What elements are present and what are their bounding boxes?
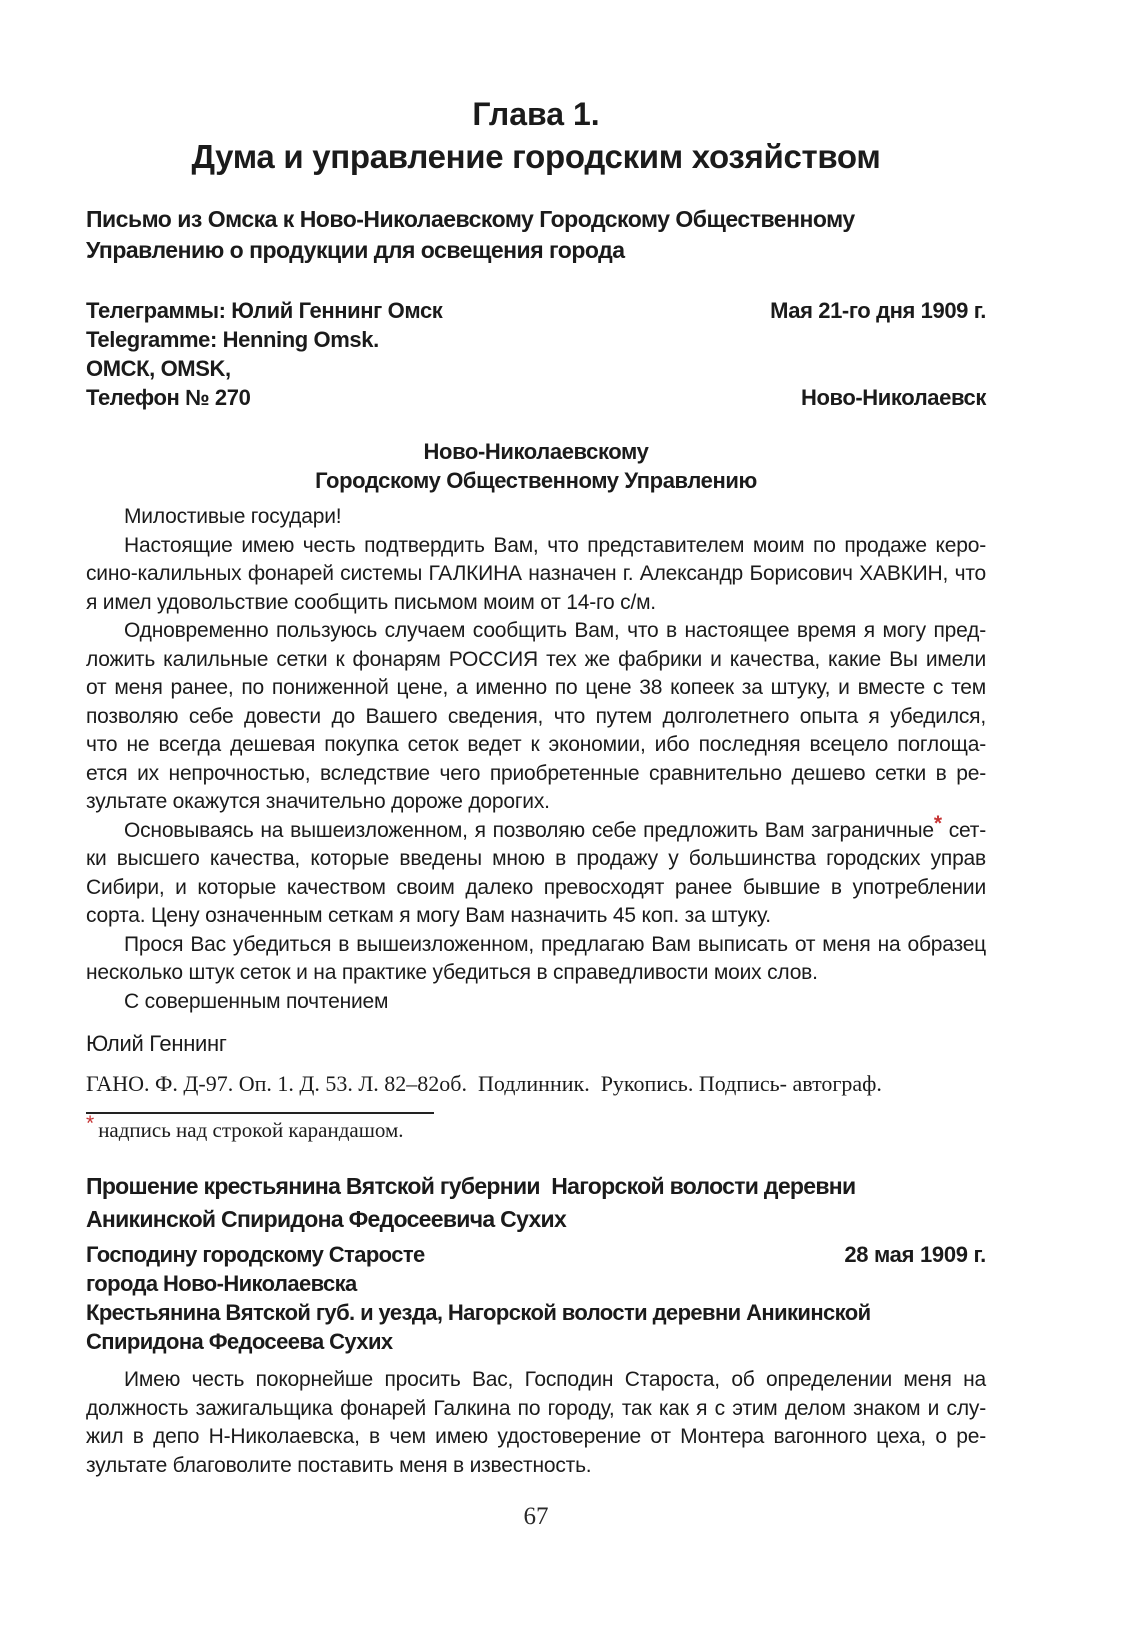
text-line: сорта. Цену означенным сеткам я могу Вам назначить 45 коп. за штуку.: [86, 904, 771, 927]
text-line: Аникинской Спиридона Федосеевича Сухих: [86, 1206, 567, 1232]
body-paragraph: [86, 503, 986, 532]
text-line: Телефон № 270: [86, 385, 251, 410]
doc2-body-text: [86, 1366, 986, 1480]
doc1-heading: [86, 204, 986, 266]
letter-place: Ново-Николаевск: [800, 385, 986, 410]
text-line: Telegramme: Henning Omsk.: [86, 327, 379, 352]
text-line: Городскому Общественному Управлению: [315, 467, 757, 493]
letterhead-right: [770, 296, 986, 412]
text-line: Телеграммы: Юлий Геннинг Омск: [86, 298, 443, 323]
footnote-marker-icon: *: [933, 811, 942, 835]
footnote-text: надпись над строкой карандашом.: [98, 1118, 404, 1142]
text-line: Крестьянина Вятской губ. и уезда, Нагорской волости деревни Аникинской: [86, 1300, 871, 1325]
doc2-addressee-row: [86, 1240, 986, 1269]
text-line: зультате благоволите поставить меня в известность.: [86, 1453, 592, 1477]
body-paragraph: [86, 617, 986, 817]
text-line: Спиридона Федосеева Сухих: [86, 1329, 393, 1354]
text-line: ки высшего качества, которые введены мною в продажу у большинства городских управ: [86, 847, 986, 870]
body-paragraph: [86, 988, 986, 1017]
body-paragraph: [86, 1366, 986, 1480]
letter-date: Мая 21-го дня 1909 г.: [770, 298, 986, 323]
text-line: Прошение крестьянина Вятской губернии Нагорской волости деревни: [86, 1173, 856, 1199]
text-line: должность зажигальщика фонарей Галкина по городу, так как я с этим делом знаком и слу-: [86, 1396, 986, 1420]
addressee-block: [86, 438, 986, 495]
text-line: Ново-Николаевскому: [423, 439, 649, 464]
doc1-body-text: [86, 503, 986, 1016]
text-line: Одновременно пользуюсь случаем сообщить Вам, что в настоящее время я могу пред-: [124, 619, 986, 642]
chapter-title: Дума и управление городским хозяйством: [191, 138, 881, 175]
page-number: 67: [523, 1503, 549, 1530]
text-line: Имею честь покорнейше просить Вас, Господин Староста, об определении меня на: [124, 1368, 986, 1391]
text-line: ется их непрочностью, вследствие чего приобретенные сравнительно дешево сетки в ре-: [86, 761, 986, 785]
doc2-addressee-first-line: Господину городскому Старосте: [86, 1242, 425, 1267]
footnote: [86, 1111, 986, 1144]
text-line: несколько штук сеток и на практике убедиться в справедливости моих слов.: [86, 961, 818, 984]
doc2-date: 28 мая 1909 г.: [844, 1242, 986, 1267]
text-line: Письмо из Омска к Ново-Николаевскому Городскому Общественному: [86, 206, 855, 232]
text-line: С совершенным почтением: [124, 989, 389, 1013]
text-line: зультате окажутся значительно дороже дорогих.: [86, 790, 550, 813]
archive-reference: ГАНО. Ф. Д-97. Оп. 1. Д. 53. Л. 82–82об. Подлинник. Рукопись. Подпись- автограф.: [86, 1071, 882, 1096]
text-line: сино-калильных фонарей системы ГАЛКИНА назначен г. Александр Борисович ХАВКИН, что: [86, 562, 986, 585]
text-line: я имел удовольствие сообщить письмом моим от 14-го с/м.: [86, 590, 656, 614]
text-line: Основываясь на вышеизложенном, я позволяю себе предложить Вам заграничные* сет-: [124, 811, 986, 842]
letterhead-left: [86, 296, 442, 412]
chapter-heading: [86, 94, 986, 180]
text-line: позволяю себе довести до Вашего сведения, что путем долголетнего опыта я убедился,: [86, 704, 986, 728]
text-line: Милостивые государи!: [124, 505, 342, 528]
text-line: от меня ранее, по пониженной цене, а именно по цене 38 копеек за штуку, и вместе с тем: [86, 676, 986, 699]
text-line: ОМСК, OMSK,: [86, 356, 231, 381]
text-line: жил в депо Н-Николаевска, в чем имею удостоверение от Монтера вагонного цеха, о ре-: [86, 1425, 986, 1448]
text-line: Настоящие имею честь подтвердить Вам, что представителем моим по продаже керо-: [124, 533, 986, 557]
text-line: города Ново-Николаевска: [86, 1271, 357, 1296]
footnote-marker-icon: *: [86, 1111, 95, 1135]
doc2-addressee-rest: [86, 1269, 986, 1356]
chapter-number: Глава 1.: [472, 96, 600, 132]
text-line: Прося Вас убедиться в вышеизложенном, предлагаю Вам выписать от меня на образец: [124, 932, 986, 956]
doc2-heading: [86, 1170, 986, 1236]
signature: Юлий Геннинг: [86, 1031, 227, 1056]
footnote-separator: [86, 1112, 434, 1114]
text-line: Управлению о продукции для освещения города: [86, 237, 625, 263]
body-paragraph: [86, 811, 986, 931]
body-paragraph: [86, 931, 986, 988]
doc2-addressee-block: [86, 1240, 986, 1356]
text-line: Сибири, и которые качеством своим далеко превосходят ранее бывшие в употреблении: [86, 875, 986, 899]
body-paragraph: [86, 532, 986, 618]
text-line: что не всегда дешевая покупка сеток ведет к экономии, ибо последняя всецело поглоща-: [86, 733, 986, 756]
letterhead: [86, 296, 986, 412]
text-line: ложить калильные сетки к фонарям РОССИЯ тех же фабрики и качества, какие Вы имели: [86, 647, 986, 671]
